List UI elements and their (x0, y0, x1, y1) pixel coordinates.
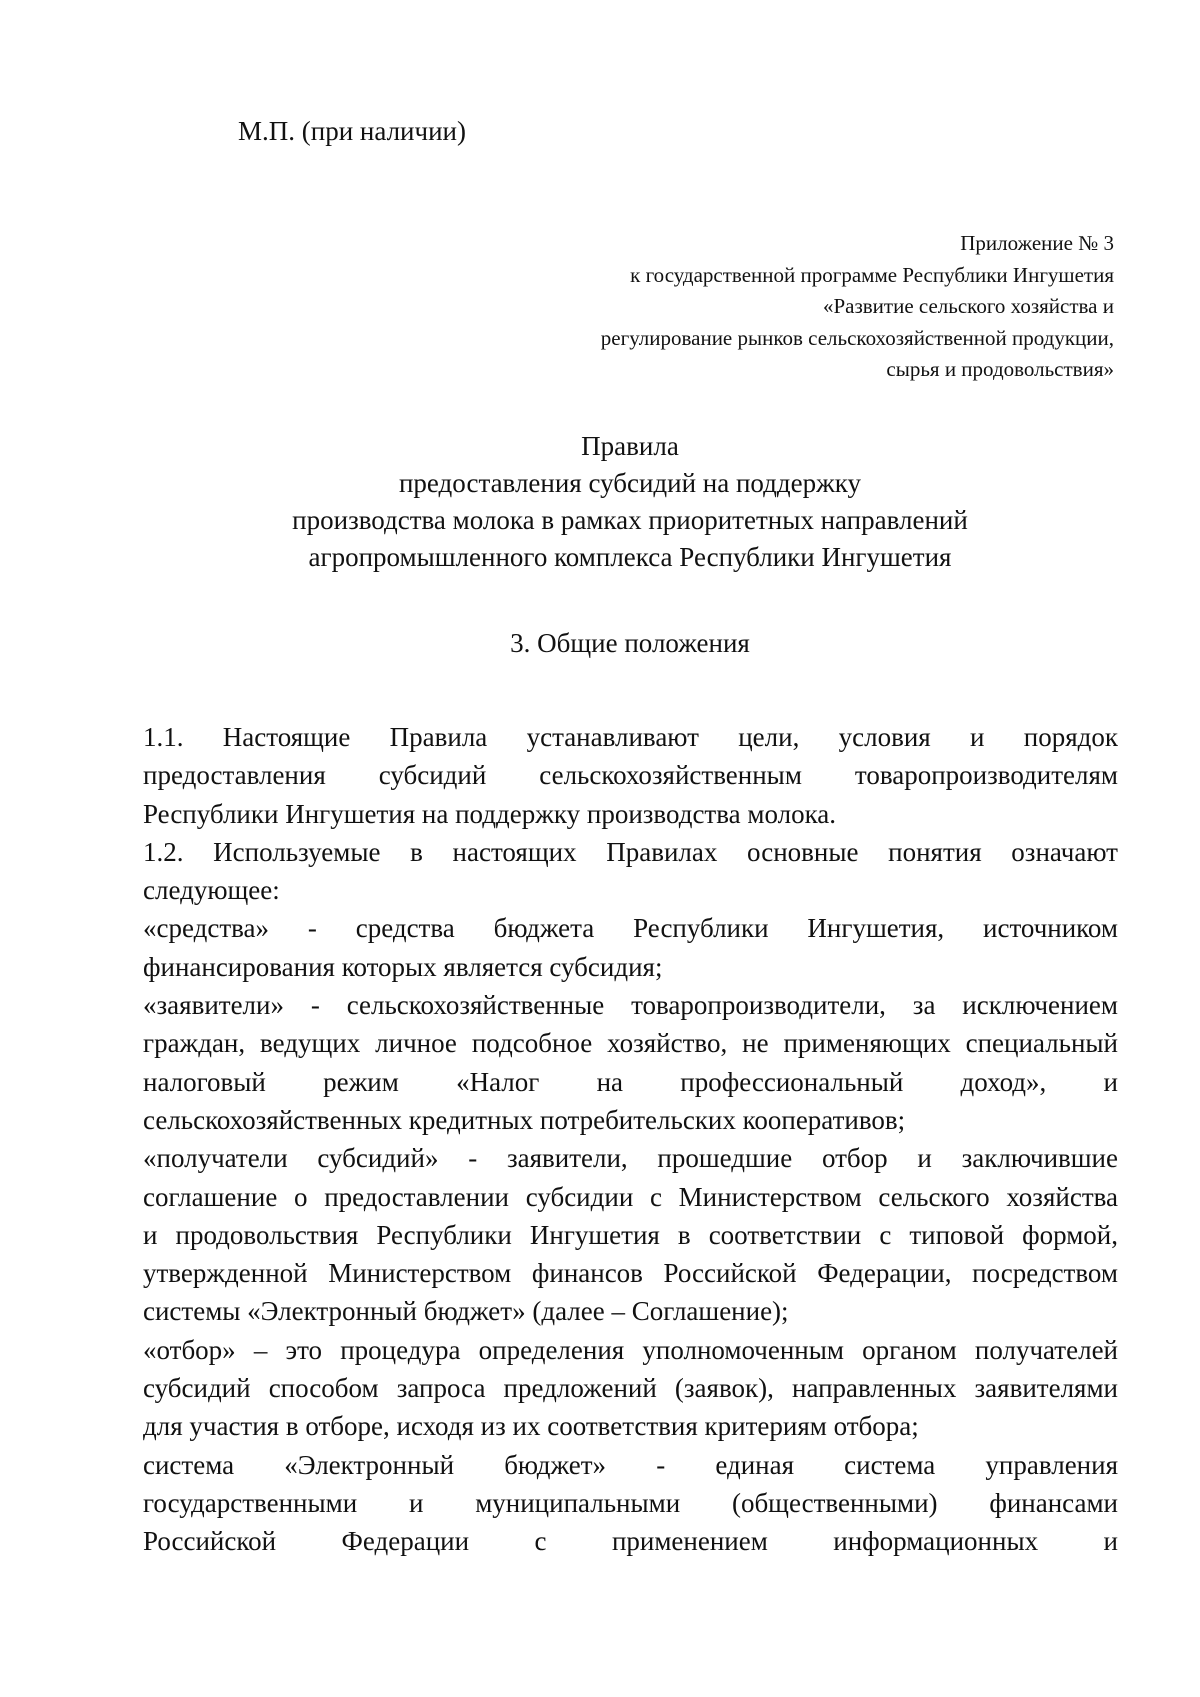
title-line: Правила (581, 431, 679, 461)
body-line: государственными и муниципальными (общественными) финансами (143, 1487, 1118, 1518)
body-text (143, 718, 1118, 1561)
appendix-line: Приложение № 3 (960, 231, 1114, 255)
body-line: финансирования которых является субсидия; (143, 951, 663, 982)
body-line: «средства» - средства бюджета Республики Ингушетия, источником (143, 913, 1118, 944)
body-line: предоставления субсидий сельскохозяйственным товаропроизводителям (143, 760, 1118, 791)
section-heading: 3. Общие положения (510, 628, 750, 658)
body-line: «получатели субсидий» - заявители, прошедшие отбор и заключившие (143, 1143, 1118, 1174)
title-line: производства молока в рамках приоритетных направлений (292, 505, 968, 535)
appendix-header (414, 228, 1114, 386)
body-line: 1.1. Настоящие Правила устанавливают цели, условия и порядок (143, 722, 1118, 752)
body-line: утвержденной Министерством финансов Российской Федерации, посредством (143, 1258, 1118, 1289)
body-line: «заявители» - сельскохозяйственные товаропроизводители, за исключением (143, 990, 1118, 1021)
title-line: агропромышленного комплекса Республики Ингушетия (308, 542, 952, 572)
appendix-line: «Развитие сельского хозяйства и (822, 294, 1114, 318)
appendix-line: к государственной программе Республики Ингушетия (630, 262, 1114, 287)
body-line: граждан, ведущих личное подсобное хозяйство, не применяющих специальный (143, 1028, 1118, 1059)
body-line: соглашение о предоставлении субсидии с Министерством сельского хозяйства (143, 1181, 1118, 1212)
body-line: «отбор» – это процедура определения уполномоченным органом получателей (143, 1334, 1118, 1365)
body-line: системы «Электронный бюджет» (далее – Соглашение); (143, 1296, 789, 1327)
document-title (140, 428, 1120, 576)
body-line: Российской Федерации с применением информационных и (143, 1526, 1118, 1557)
body-line: налоговый режим «Налог на профессиональный доход», и (143, 1066, 1118, 1097)
title-line: предоставления субсидий на поддержку (398, 468, 862, 498)
body-line: и продовольствия Республики Ингушетия в соответствии с типовой формой, (143, 1219, 1118, 1250)
body-line: сельскохозяйственных кредитных потребительских кооперативов; (143, 1104, 906, 1135)
body-line: Республики Ингушетия на поддержку производства молока. (143, 798, 837, 829)
body-line: следующее: (143, 875, 280, 906)
stamp-placeholder: М.П. (при наличии) (238, 116, 466, 146)
body-line: для участия в отборе, исходя из их соответствия критериям отбора; (143, 1411, 919, 1442)
appendix-line: сырья и продовольствия» (886, 357, 1114, 381)
body-line: 1.2. Используемые в настоящих Правилах основные понятия означают (143, 836, 1118, 867)
appendix-line: регулирование рынков сельскохозяйственной продукции, (600, 325, 1114, 350)
body-line: система «Электронный бюджет» - единая система управления (143, 1449, 1118, 1480)
body-line: субсидий способом запроса предложений (заявок), направленных заявителями (143, 1373, 1118, 1404)
